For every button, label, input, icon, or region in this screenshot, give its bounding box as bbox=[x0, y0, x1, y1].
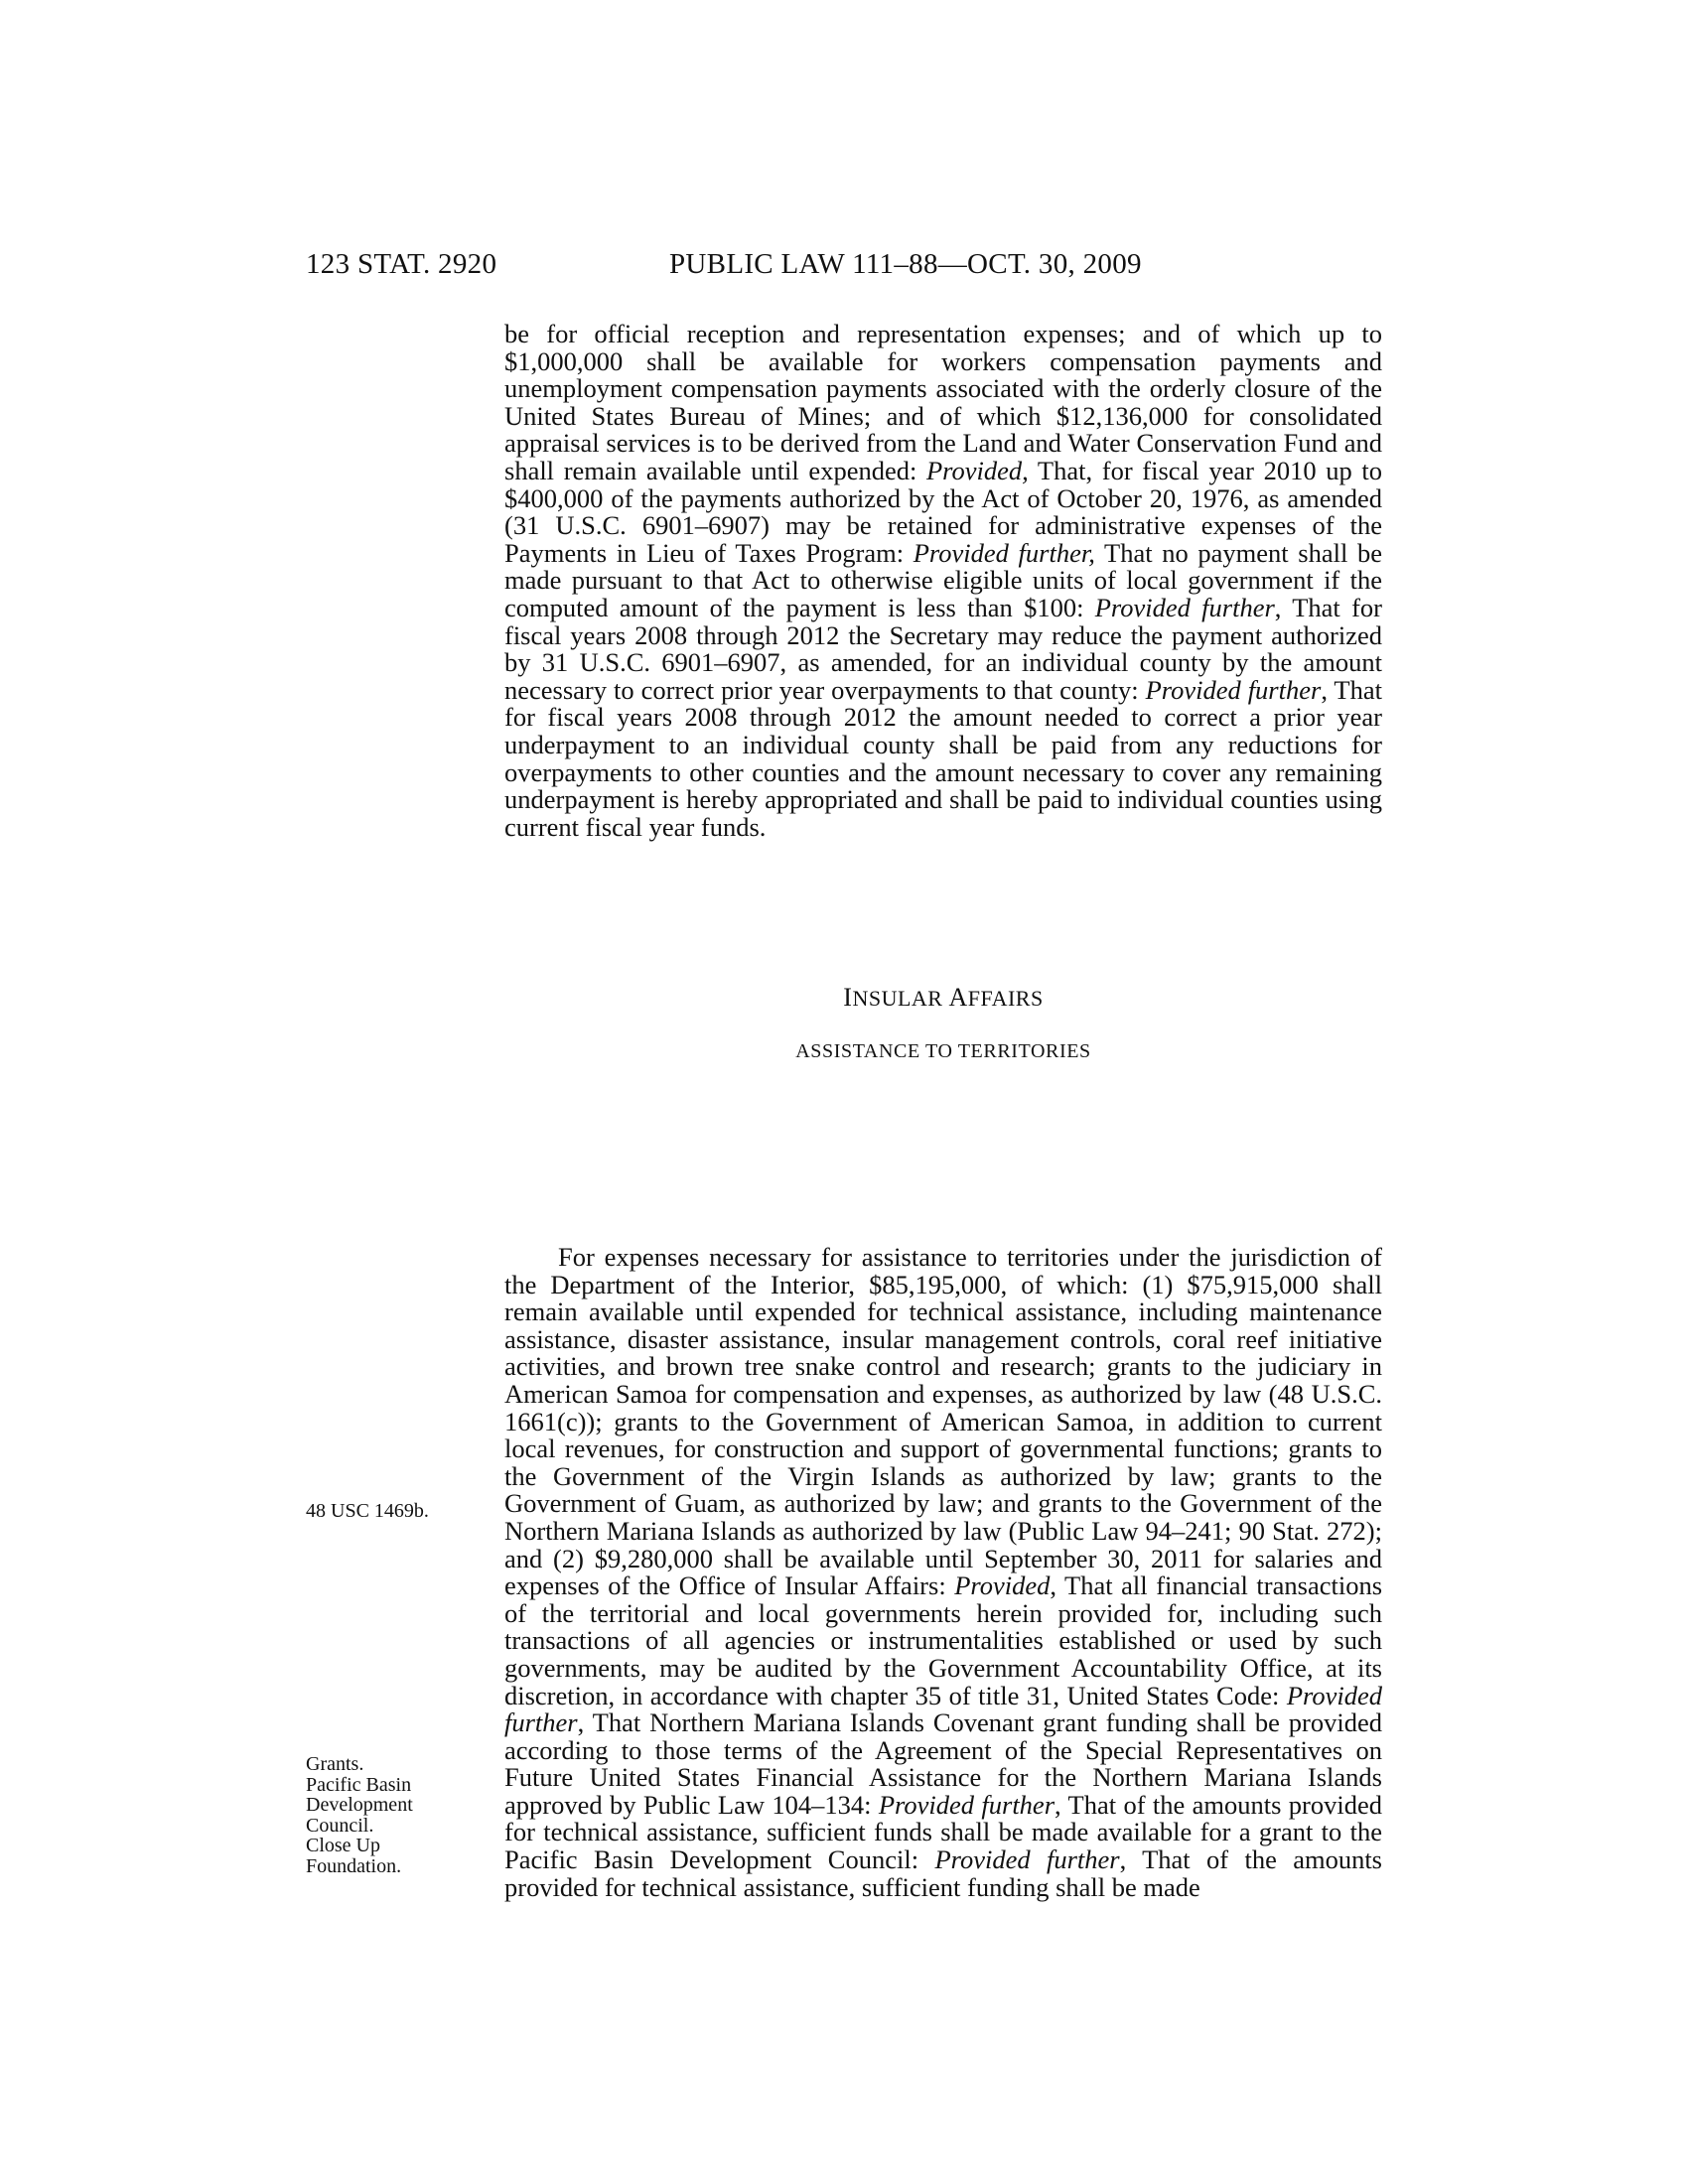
italic-run: Provided further bbox=[1094, 592, 1275, 622]
text-run: , That Northern Mariana Islands Covenant grant funding shall be provided according to those terms of the Agreement of the Special Representatives on Future United States Financial Assistance for the Northern Mariana Islands approved by Public Law 104–134: bbox=[504, 1707, 1382, 1820]
italic-run: Provided, bbox=[925, 455, 1029, 485]
margin-note-line: Development bbox=[306, 1794, 413, 1816]
text-run: , That of the amounts provided for technical assistance, sufficient funding shall be made bbox=[504, 1844, 1382, 1902]
section-heading-insular-affairs: INSULAR AFFAIRS bbox=[843, 983, 1044, 1012]
margin-note-line: Pacific Basin bbox=[306, 1773, 412, 1796]
margin-note-usc: 48 USC 1469b. bbox=[306, 1500, 429, 1522]
margin-note-grants bbox=[306, 1754, 445, 1876]
italic-run: Provided further bbox=[934, 1844, 1120, 1875]
text-run: , That of the amounts provided for technical assistance, sufficient funds shall be made available for a grant to the Pacific Basin Development Council: bbox=[504, 1789, 1383, 1875]
italic-run: Provided further bbox=[878, 1789, 1055, 1820]
text-run: , That for fiscal years 2008 through 2012 the Secretary may reduce the payment authorized by 31 U.S.C. 6901–6907, as amended, for an individual county by the amount necessary to correct prior year overpayments to that county: bbox=[504, 592, 1382, 705]
subsection-heading-assistance: ASSISTANCE TO TERRITORIES bbox=[795, 1040, 1091, 1062]
margin-note-line: Council. bbox=[306, 1814, 374, 1837]
text-run: , That for fiscal years 2008 through 2012 the amount needed to correct a prior year underpayment to an individual county shall be paid from any reductions for overpayments to other counties and the amount necessary to cover any remaining underpayment is hereby appropriated and shall be paid to individual counties using current fiscal year funds. bbox=[504, 674, 1382, 842]
paragraph-assistance-to-territories bbox=[504, 1244, 1382, 1901]
text-run: , That all financial transactions of the territorial and local governments herein provided for, including such transactions of all agencies or instrumentalities established or used by such governments, may be audited by the Government Accountability Office, at its discretion, in accordance with chapter 35 of title 31, United States Code: bbox=[504, 1570, 1383, 1710]
text-run: be for official reception and representation expenses; and of which up to $1,000,000 shall be available for workers compensation payments and unemployment compensation payments associated with the orderly closure of the United States Bureau of Mines; and of which $12,136,000 for consolidated appraisal services is to be derived from the Land and Water Conservation Fund and shall remain available until expended: bbox=[504, 319, 1382, 485]
statute-citation: 123 STAT. 2920 bbox=[306, 248, 497, 280]
text-run: That, for fiscal year 2010 up to $400,000 of the payments authorized by the Act of October 20, 1976, as amended (31 U.S.C. 6901–6907) may be retained for administrative expenses of the Payments in Lieu of Taxes Program: bbox=[504, 455, 1382, 568]
public-law-title: PUBLIC LAW 111–88—OCT. 30, 2009 bbox=[669, 248, 1142, 280]
text-run: That no payment shall be made pursuant to that Act to otherwise eligible units of local government if the computed amount of the payment is less than $100: bbox=[504, 537, 1382, 622]
italic-run: Provided further bbox=[1145, 674, 1322, 705]
italic-run: Provided bbox=[954, 1570, 1051, 1601]
margin-note-line: Grants. bbox=[306, 1753, 364, 1775]
margin-note-line: Foundation. bbox=[306, 1854, 402, 1877]
text-run: For expenses necessary for assistance to territories under the jurisdiction of the Department of the Interior, $85,195,000, of which: (1) $75,915,000 shall remain available until expended for technical assistance, including maintenance assistance, disaster assistance, insular management controls, coral reef initiative activities, and brown tree snake control and research; grants to the judiciary in American Samoa for compensation and expenses, as authorized by law (48 U.S.C. 1661(c)); grants to the Government of American Samoa, in addition to current local revenues, for construction and support of governmental functions; grants to the Government of the Virgin Islands as authorized by law; grants to the Government of Guam, as authorized by law; and grants to the Government of the Northern Mariana Islands as authorized by law (Public Law 94–241; 90 Stat. 272); and (2) $9,280,000 shall be available until September 30, 2011 for salaries and expenses of the Office of Insular Affairs: bbox=[504, 1242, 1382, 1601]
italic-run: Provided further, bbox=[913, 537, 1095, 568]
italic-run: Provided further bbox=[504, 1680, 1382, 1738]
page-header bbox=[306, 248, 1378, 288]
margin-note-line: Close Up bbox=[306, 1835, 380, 1856]
paragraph-payments-in-lieu bbox=[504, 321, 1382, 841]
